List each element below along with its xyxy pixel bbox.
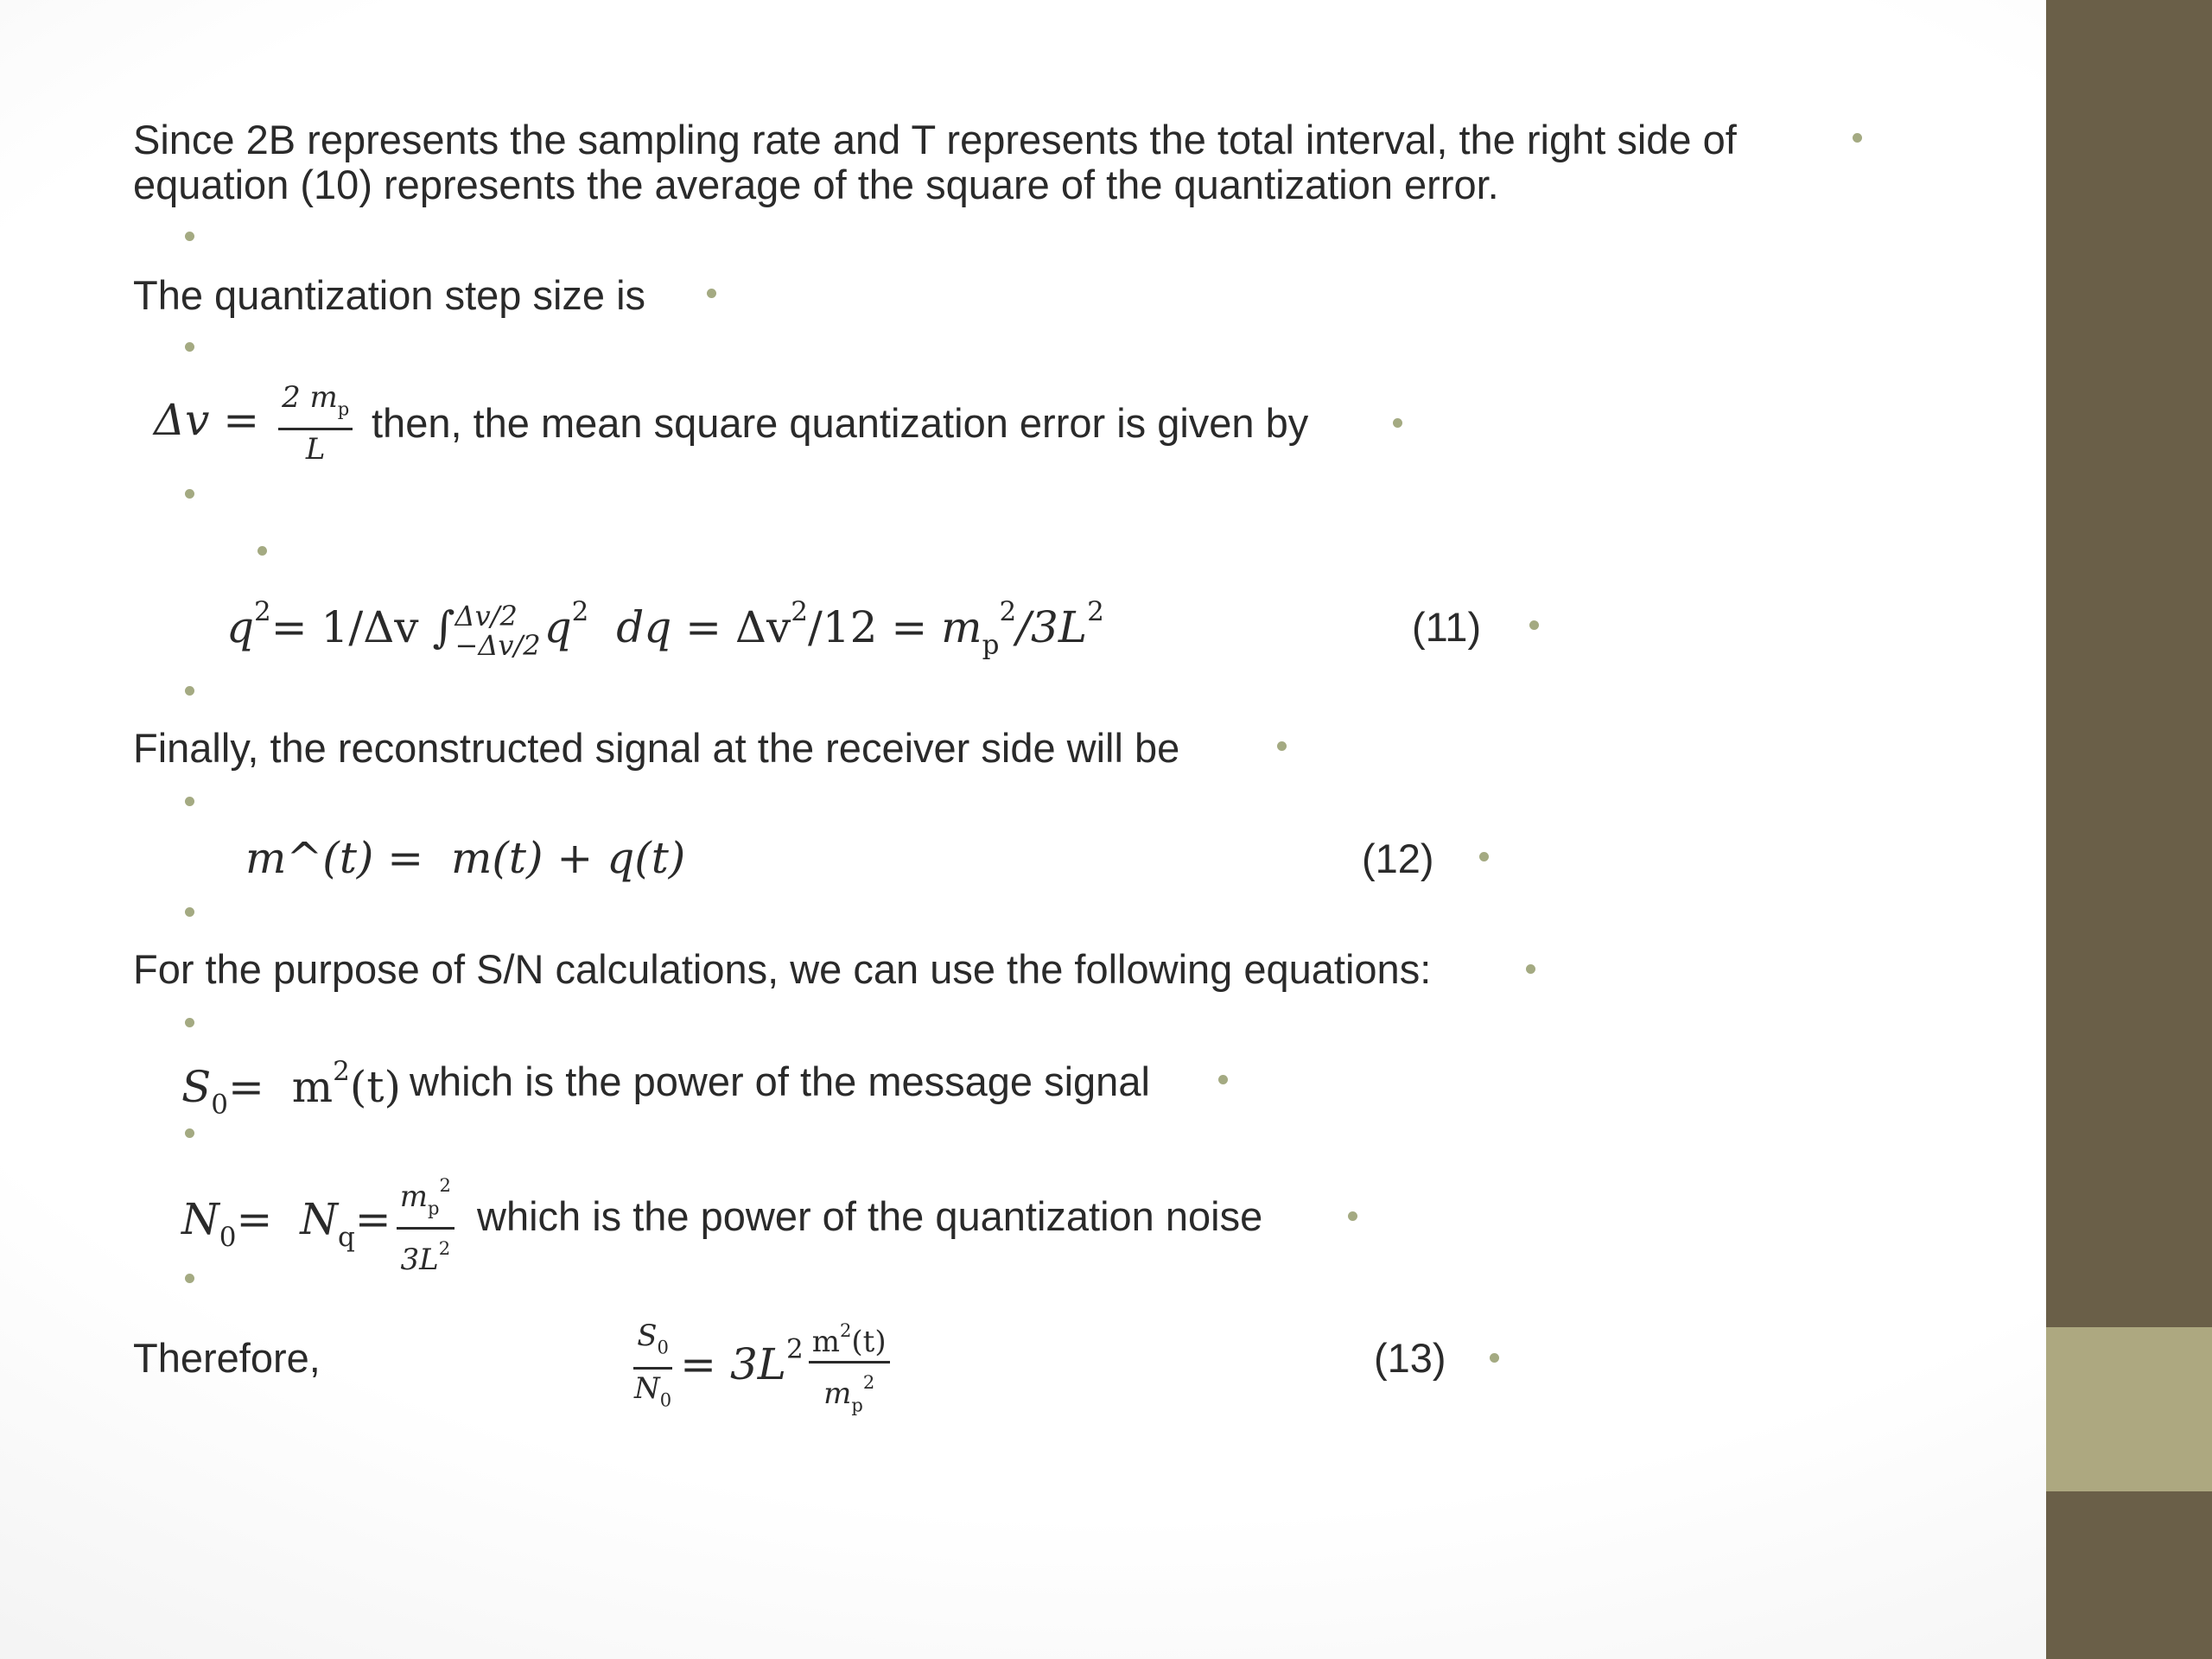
equation-12-number: (12)	[1362, 836, 1434, 881]
eq11-tail: /3L	[1016, 601, 1088, 652]
n0-fraction	[397, 1168, 454, 1277]
bullet-marker	[1393, 418, 1402, 428]
bullet-marker	[185, 232, 194, 241]
s0-sub: 0	[211, 1089, 228, 1121]
eq11-int-upper: Δv/2	[454, 599, 518, 632]
therefore-label: Therefore,	[133, 1335, 321, 1381]
bullet-marker	[1490, 1353, 1499, 1363]
bullet-marker	[185, 1018, 194, 1027]
eq11-integrand: q	[543, 601, 572, 652]
eq13-den2-sub: p	[851, 1394, 863, 1416]
eq11-integral-limits	[455, 601, 541, 660]
reconstructed-intro: Finally, the reconstructed signal at the receiver side will be	[133, 725, 1180, 771]
eq11-q: q	[226, 601, 255, 652]
n0-den: 3L	[400, 1243, 439, 1278]
sidebar-dark-top	[2046, 0, 2212, 1327]
bullet-marker	[1853, 133, 1862, 143]
bullet-marker	[185, 342, 194, 352]
eq13-den2: m	[823, 1376, 852, 1411]
eq11-tail-exp: 2	[1087, 596, 1104, 627]
bullet-marker	[1348, 1211, 1357, 1221]
equation-13-number: (13)	[1374, 1335, 1446, 1381]
eq13-num-sub: 0	[657, 1336, 669, 1358]
eq13-num2-t: (t)	[851, 1324, 887, 1359]
eq13-fraction-m-mp	[809, 1313, 890, 1422]
s0-equals: =	[228, 1061, 264, 1112]
nq-sub: q	[337, 1222, 355, 1254]
eq11-part-b: = Δv	[685, 601, 791, 652]
sidebar-dark-bottom	[2046, 1491, 2212, 1659]
eq11-dq: dq	[616, 601, 672, 652]
delta-v-after-text: then, the mean square quantization error is given by	[372, 400, 1309, 446]
delta-v-numerator: 2 m	[282, 380, 338, 415]
eq11-part-c: /12 =	[808, 601, 928, 652]
bullet-marker	[1218, 1075, 1228, 1084]
n0-symbol: N	[181, 1194, 219, 1245]
eq11-integrand-exp: 2	[571, 596, 589, 627]
paragraph-line-2: equation (10) represents the average of the square of the quantization error.	[133, 162, 1499, 207]
eq11-mp-sub: p	[982, 629, 1000, 661]
s0-m-exp: 2	[333, 1056, 350, 1087]
s0-description: which is the power of the message signal	[410, 1058, 1150, 1104]
eq13-mid-exp: 2	[785, 1333, 804, 1365]
eq11-mp: m	[941, 601, 982, 652]
eq13-den2-exp: 2	[862, 1370, 875, 1393]
bullet-marker	[1526, 964, 1535, 974]
eq11-q-exp: 2	[254, 596, 271, 627]
nq-symbol: N	[300, 1194, 338, 1245]
n0-sub: 0	[219, 1222, 237, 1254]
s0-equation	[181, 1056, 401, 1121]
eq12-lhs: m^(t) =	[245, 833, 424, 883]
bullet-marker	[1479, 852, 1489, 861]
sidebar-accent-bar	[2046, 1327, 2212, 1491]
bullet-marker	[185, 489, 194, 499]
n0-num-sub: p	[427, 1197, 440, 1219]
eq11-part-b-exp: 2	[791, 596, 808, 627]
n0-num-exp: 2	[439, 1174, 451, 1196]
eq13-den: N	[634, 1370, 660, 1406]
bullet-marker	[185, 686, 194, 696]
bullet-marker	[185, 1274, 194, 1283]
bullet-marker	[185, 797, 194, 806]
equation-12	[245, 833, 685, 883]
n0-equals-1: =	[236, 1194, 273, 1245]
step-size-intro: The quantization step size is	[133, 272, 646, 318]
bullet-marker	[707, 289, 716, 298]
eq13-mid: = 3L	[680, 1339, 786, 1390]
eq13-num: S	[637, 1319, 658, 1354]
equation-13	[626, 1313, 895, 1422]
n0-num: m	[399, 1179, 428, 1214]
eq12-rhs: m(t) + q(t)	[451, 833, 686, 883]
delta-v-equation	[154, 380, 358, 467]
delta-v-denominator: L	[305, 432, 326, 467]
eq13-fraction-s0-n0	[631, 1319, 675, 1417]
delta-v-lhs: Δv =	[154, 395, 260, 446]
eq11-mp-exp: 2	[999, 596, 1017, 627]
bullet-marker	[185, 1128, 194, 1138]
eq11-int-lower: −Δv/2	[454, 628, 541, 662]
delta-v-numerator-sub: p	[337, 397, 350, 420]
sn-intro: For the purpose of S/N calculations, we can use the following equations:	[133, 946, 1432, 992]
s0-t: (t)	[349, 1061, 401, 1112]
eq13-num2: m	[811, 1324, 840, 1359]
bullet-marker	[185, 907, 194, 917]
s0-symbol: S	[181, 1061, 212, 1112]
paragraph-line-1: Since 2B represents the sampling rate and T represents the total interval, the right side of	[133, 117, 1737, 162]
bullet-marker	[1529, 620, 1539, 630]
bullet-marker	[257, 546, 267, 556]
equation-11-number: (11)	[1412, 604, 1482, 650]
n0-equals-2: =	[354, 1194, 391, 1245]
equation-11	[226, 596, 1104, 661]
eq11-part-a: = 1/Δv ∫	[270, 601, 455, 652]
n0-equation	[181, 1168, 460, 1277]
delta-v-fraction	[278, 380, 353, 467]
n0-den-exp: 2	[438, 1237, 451, 1260]
n0-description: which is the power of the quantization noise	[477, 1193, 1263, 1239]
eq13-num2-exp: 2	[839, 1319, 852, 1341]
s0-m: m	[291, 1061, 334, 1112]
bullet-marker	[1277, 741, 1287, 751]
eq13-den-sub: 0	[659, 1389, 672, 1411]
